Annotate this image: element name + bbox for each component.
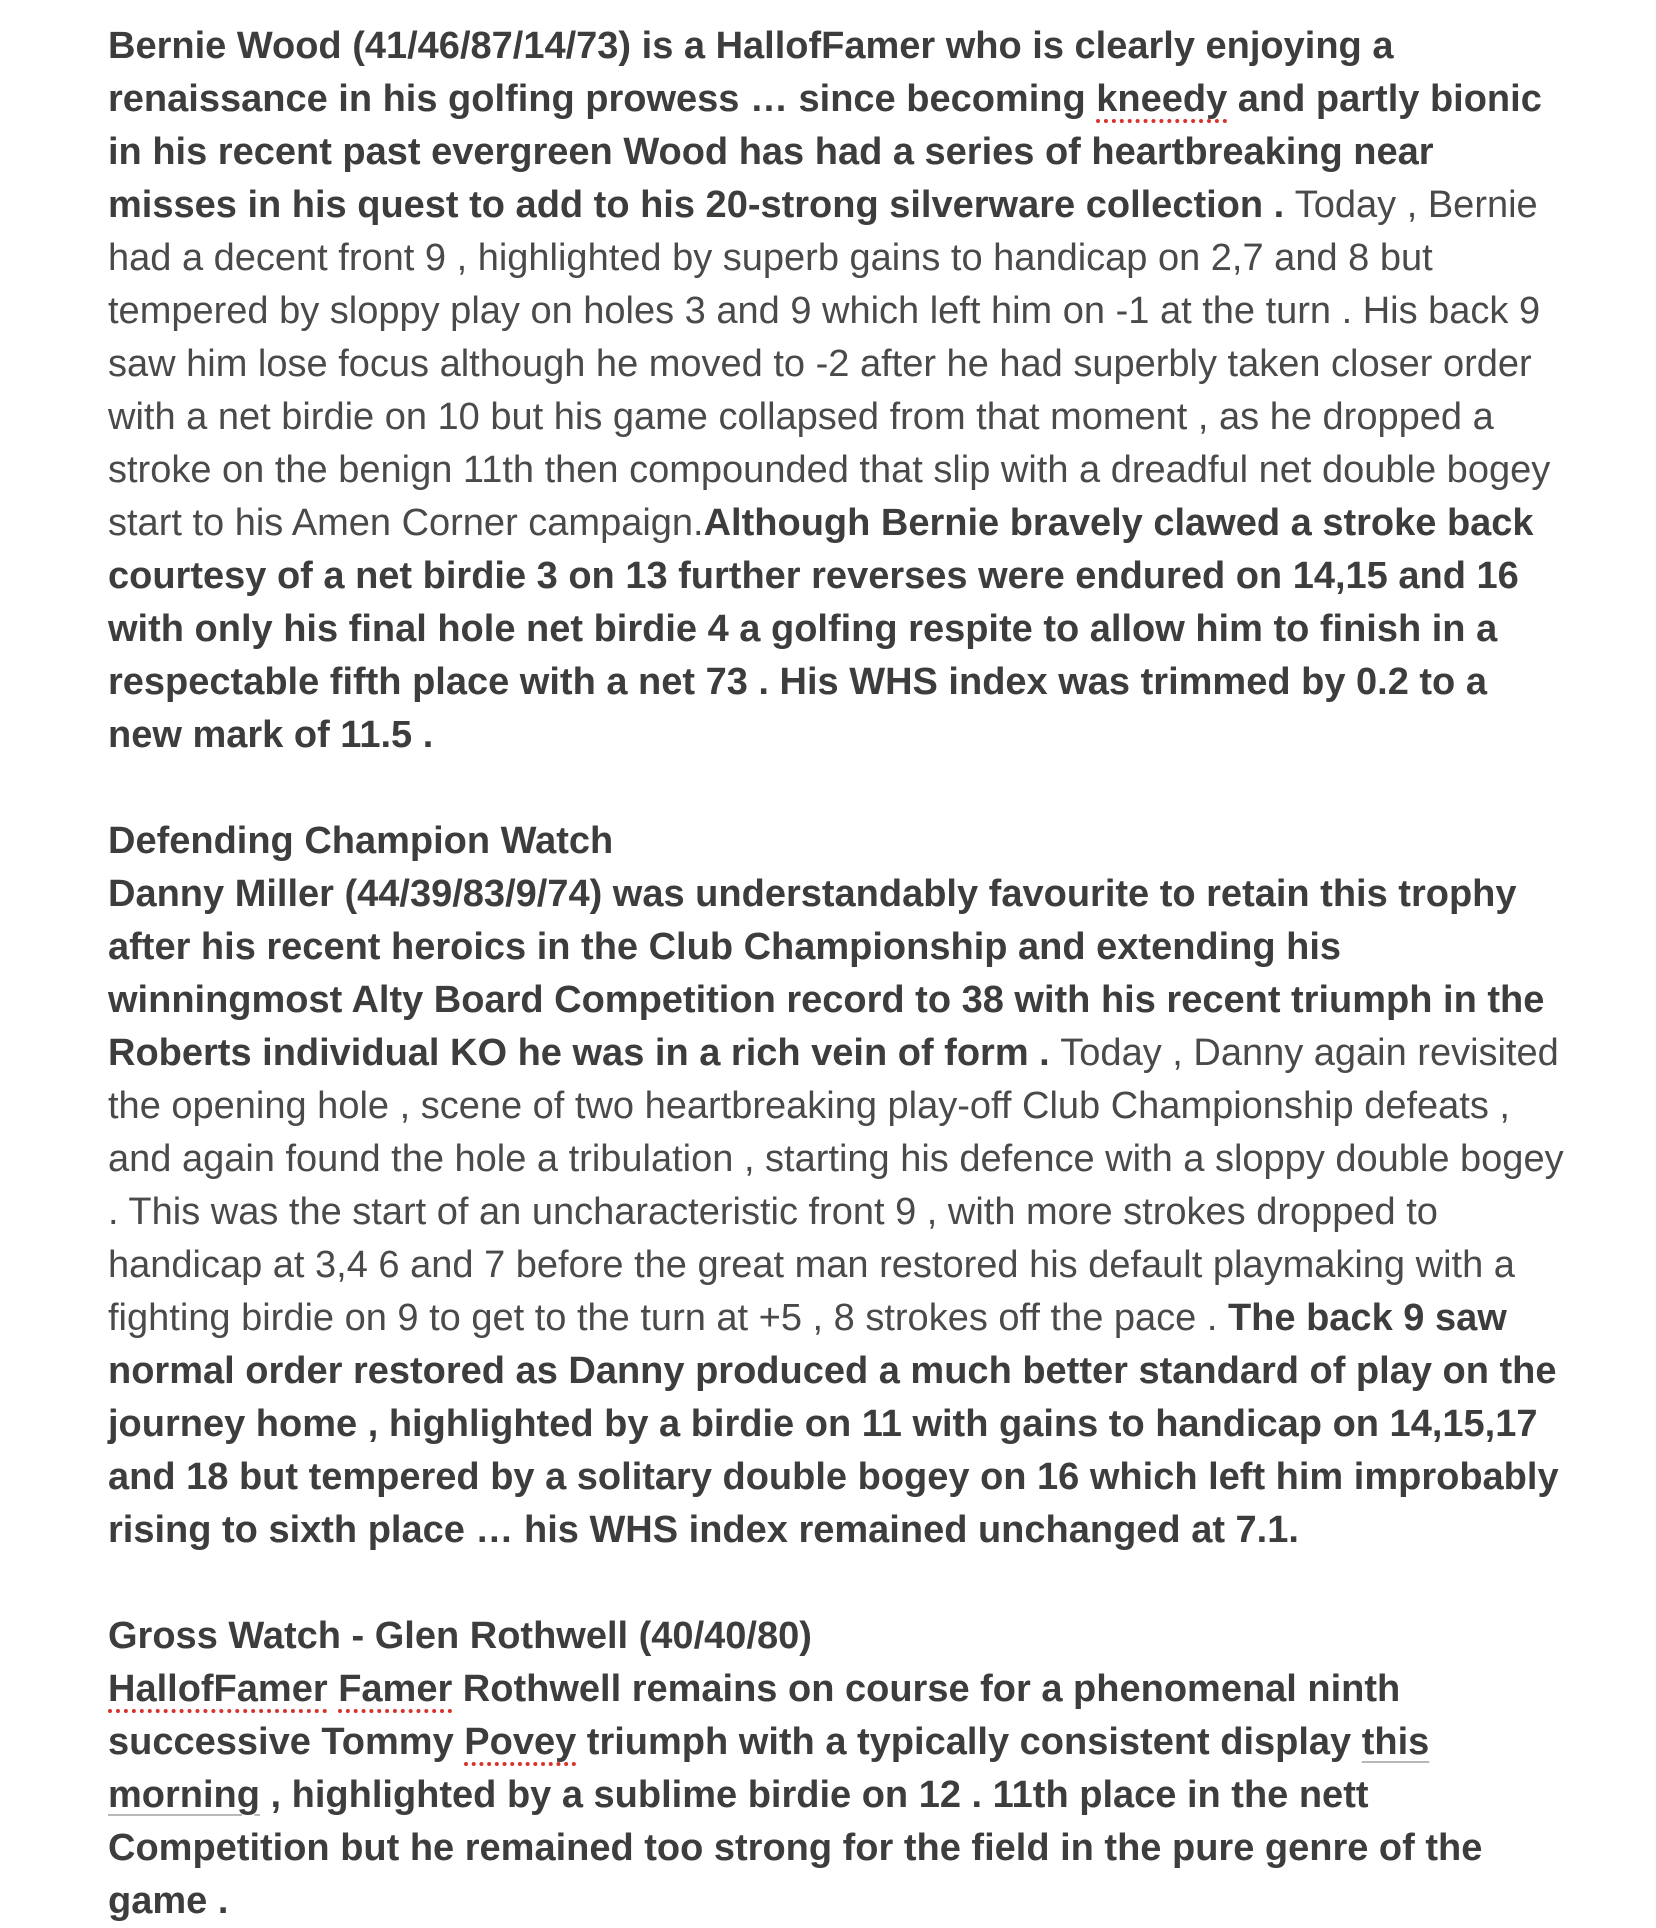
blank-line: [108, 762, 1568, 815]
paragraph-bernie-wood: [108, 20, 1568, 762]
section-heading-gross-watch: Gross Watch - Glen Rothwell (40/40/80): [108, 1615, 812, 1657]
bold-conclusion: Although Bernie bravely clawed a stroke back courtesy of a net birdie 3 on 13 further reverses were endured on 14,15 and 16 with only his final hole net birdie 4 a golfing respite to allow him to finish in a respectable fifth place with a net 73 . His WHS index was trimmed by 0.2 to a new mark of 11.5 .: [108, 502, 1534, 756]
misspelled-word[interactable]: kneedy: [1096, 78, 1228, 120]
section-heading-defending-champion: Defending Champion Watch: [108, 820, 614, 862]
misspelled-word[interactable]: Povey: [464, 1721, 577, 1763]
paragraph-danny-miller: [108, 868, 1568, 1557]
regular-summary: Today , Bernie had a decent front 9 , highlighted by superb gains to handicap on 2,7 and 8 but tempered by sloppy play on holes 3 and 9 which left him on -1 at the turn . His back 9 saw him lose focus although he moved to -2 after he had superbly taken closer order with a net birdie on 10 but his game collapsed from that moment , as he dropped a stroke on the benign 11th then compounded that slip with a dreadful net double bogey start to his Amen Corner campaign.: [108, 184, 1551, 544]
document-body: [108, 20, 1568, 1928]
body-text: Rothwell remains on course for a phenomenal ninth successive Tommy: [108, 1668, 1401, 1763]
misspelled-word[interactable]: HallofFamer: [108, 1668, 328, 1710]
bold-conclusion: The back 9 saw normal order restored as Danny produced a much better standard of play on the journey home , highlighted by a birdie on 11 with gains to handicap on 14,15,17 and 18 but tempered by a solitary double bogey on 16 which left him improbably rising to sixth place … his WHS index remained unchanged at 7.1.: [108, 1297, 1559, 1551]
body-text: triumph with a typically consistent display: [576, 1721, 1362, 1763]
body-text: , highlighted by a sublime birdie on 12 . 11th place in the nett Competition but he remained too strong for the field in the pure genre of the game .: [108, 1774, 1483, 1922]
regular-summary: Today , Danny again revisited the opening hole , scene of two heartbreaking play-off Club Championship defeats , and again found the hole a tribulation , starting his defence with a sloppy double bogey . This was the start of an uncharacteristic front 9 , with more strokes dropped to handicap at 3,4 6 and 7 before the great man restored his default playmaking with a fighting birdie on 9 to get to the turn at +5 , 8 strokes off the pace .: [108, 1032, 1564, 1339]
misspelled-word[interactable]: Famer: [338, 1668, 453, 1710]
blank-line: [108, 1557, 1568, 1610]
bold-intro-continued: and partly bionic in his recent past evergreen Wood has had a series of heartbreaking near misses in his quest to add to his 20-strong silverware collection .: [108, 78, 1542, 226]
bold-intro: Bernie Wood (41/46/87/14/73) is a HallofFamer who is clearly enjoying a renaissance in his golfing prowess … since becoming: [108, 25, 1394, 120]
bold-intro: Danny Miller (44/39/83/9/74) was understandably favourite to retain this trophy after his recent heroics in the Club Championship and extending his winningmost Alty Board Competition record to 38 with his recent triumph in the Roberts individual KO he was in a rich vein of form .: [108, 873, 1545, 1074]
paragraph-glen-rothwell: [108, 1663, 1568, 1928]
date-link[interactable]: this morning: [108, 1721, 1430, 1816]
